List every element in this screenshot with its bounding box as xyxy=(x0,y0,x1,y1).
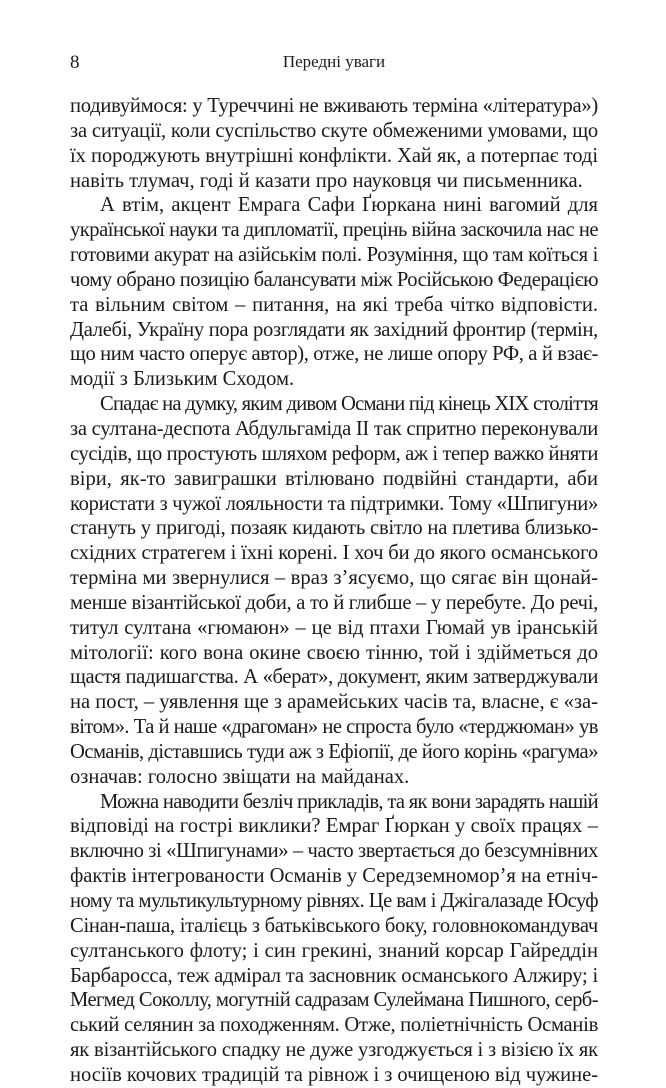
text-line: Сінан-паша, італієць з батьківського боку, головнокомандувач xyxy=(70,914,598,937)
text-line: користати з чужої лояльности та підтримки. Тому «Шпигуни» xyxy=(70,492,598,515)
text-line: терміна ми звернулися – враз з’ясуємо, що сягає він щонай- xyxy=(70,567,598,590)
text-line: Спадає на думку, яким дивом Османи під кінець XIX століття xyxy=(100,393,598,416)
text-line: щастя падишагства. А «берат», документ, яким затверджували xyxy=(70,666,598,689)
text-line: означав: голосно звіщати на майданах. xyxy=(70,765,410,788)
page-number: 8 xyxy=(70,52,80,73)
text-line: Барбаросса, теж адмірал та засновник османського Алжиру; і xyxy=(70,964,598,987)
text-line: ному та мультикультурному рівнях. Це вам і Джігалазаде Юсуф xyxy=(70,890,598,912)
text-line: стануть у пригоді, позаяк кидають світло на плетива близько- xyxy=(70,517,598,540)
text-line: фактів інтегрованости Османів у Середземномор’я на етніч- xyxy=(70,865,598,888)
text-line: Османів, діставшись туди аж з Ефіопії, де його корінь «рагума» xyxy=(70,740,598,763)
text-line: відповіді на гострі виклики? Емраг Ґюркан у своїх працях – xyxy=(70,815,598,838)
text-line: модії з Близьким Сходом. xyxy=(70,368,295,391)
text-line: менше візантійської доби, а то й глибше – у перебуте. До речі, xyxy=(70,591,598,614)
text-line: Можна наводити безліч прикладів, та як вони зарадять нашій xyxy=(100,790,598,813)
text-line: східних стратегем і їхні корені. І хоч би до якого османського xyxy=(70,542,598,565)
text-line: їх породжують внутрішні конфлікти. Хай як, а потерпає тоді xyxy=(70,144,598,167)
text-line: сусідів, що простують шляхом реформ, аж і тепер важко йняти xyxy=(70,442,598,465)
text-line: за султана-деспота Абдульгаміда II так спритно переконували xyxy=(70,417,598,440)
text-line: навіть тлумач, годі й казати про науковця чи письменника. xyxy=(70,169,583,192)
text-line: титул султана «гюмаюн» – це від птахи Гюмай ув іранській xyxy=(70,616,598,639)
text-line: що ним часто оперує автор), отже, не лише опору РФ, а й взає- xyxy=(70,343,598,366)
text-line: та вільним світом – питання, на які треба чітко відповісти. xyxy=(70,293,598,316)
text-line: на пост, – уявлення ще з арамейських часів та, власне, є «за- xyxy=(70,691,598,714)
text-line: як візантійського спадку не дуже узгоджується і з візією їх як xyxy=(70,1039,598,1062)
text-line: султанського флоту; і син грекині, знаний корсар Гайреддін xyxy=(70,939,598,962)
text-line: А втім, акцент Емрага Сафи Ґюркана нині вагомий для xyxy=(100,194,598,217)
text-line: носіїв кочових традицій та рівнож і з очищеною від чужине- xyxy=(70,1063,598,1086)
body-text xyxy=(70,94,598,1088)
text-line: віри, як-то завиграшки втілювано подвійні стандарти, аби xyxy=(70,467,598,490)
text-line: за ситуації, коли суспільство скуте обмеженими умовами, що xyxy=(70,119,598,142)
text-line: мітології: кого вона окине своєю тінню, той і здійметься до xyxy=(70,641,598,664)
text-line: Далебі, Україну пора розглядати як західний фронтир (термін, xyxy=(70,318,598,341)
book-page xyxy=(70,44,598,1088)
text-line: готовими акурат на азійськім полі. Розуміння, що там коїться і xyxy=(70,244,598,267)
page-header xyxy=(70,44,598,72)
text-line: включно зі «Шпигунами» – часто звертається до безсумнівних xyxy=(70,840,598,863)
text-line: ський селянин за походженням. Отже, поліетнічність Османів xyxy=(70,1014,598,1037)
text-line: чому обрано позицію балансувати між Російською Федерацією xyxy=(70,268,598,291)
running-title: Передні уваги xyxy=(282,52,386,71)
text-line: Мегмед Соколлу, могутній садразам Сулеймана Пишного, серб- xyxy=(70,989,598,1012)
text-line: подивуймося: у Туреччині не вживають терміна «література») xyxy=(70,95,598,117)
text-line: вітом». Та й наше «драгоман» не спроста було «терджюман» ув xyxy=(70,716,598,739)
text-line: української науки та дипломатії, прецінь війна заскочила нас не xyxy=(70,219,598,242)
